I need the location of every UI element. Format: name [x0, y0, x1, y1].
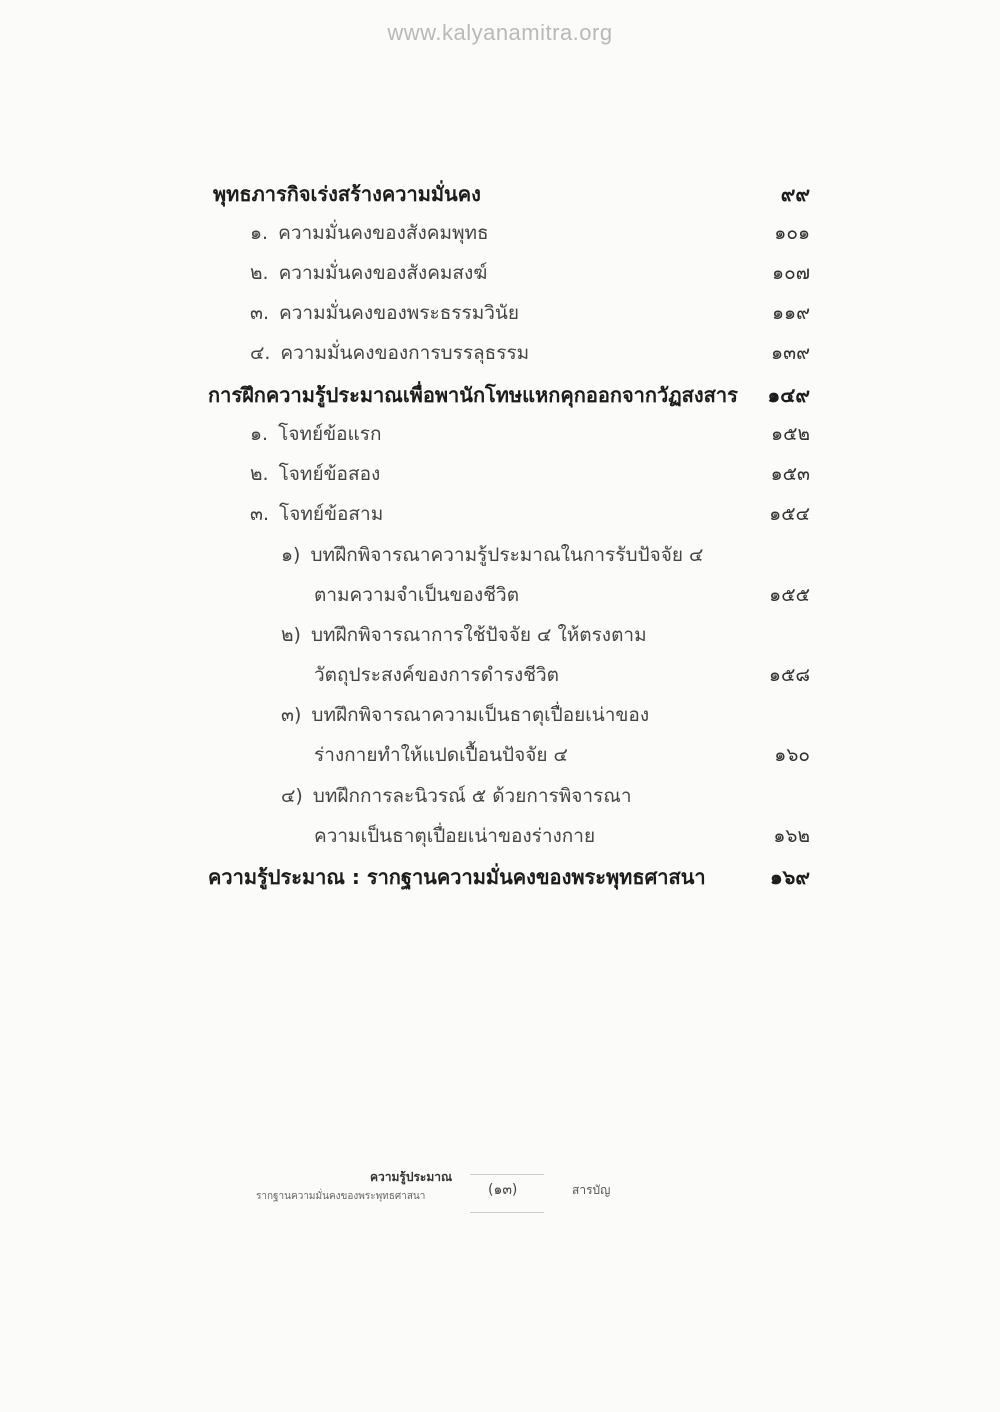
toc-heading [208, 379, 810, 411]
toc-entry-text: ความมั่นคงของการบรรลุธรรม [280, 342, 530, 364]
toc-entry [314, 580, 810, 610]
toc-page-number: ๑๖๒ [773, 825, 810, 847]
toc-entry-text: ความรู้ประมาณ : รากฐานความมั่นคงของพระพุทธศาสนา [208, 865, 706, 889]
toc-page-number: ๙๙ [780, 182, 810, 206]
toc-entry [281, 540, 810, 570]
toc-entry [250, 218, 810, 248]
footer-book-subtitle: รากฐานความมั่นคงของพระพุทธศาสนา [256, 1191, 426, 1202]
toc-page-number: ๑๖๐ [774, 744, 810, 766]
toc-page-number: ๑๕๒ [771, 423, 810, 445]
toc-page-number: ๑๕๕ [769, 584, 810, 606]
toc-entry-title [250, 258, 487, 288]
toc-entry [250, 338, 810, 368]
toc-page-number: ๑๕๔ [769, 503, 810, 525]
toc-entry-text: บทฝึกการละนิวรณ์ ๕ ด้วยการพิจารณา [312, 785, 632, 807]
footer-ornament-top [470, 1174, 544, 1175]
toc-entry-text: โจทย์ข้อแรก [278, 423, 382, 445]
toc-page-number: ๑๓๙ [771, 342, 810, 364]
toc-entry-text: ความมั่นคงของพระธรรมวินัย [279, 302, 520, 324]
toc-entry-title [250, 298, 519, 328]
toc-entry [250, 298, 810, 328]
toc-entry-title [250, 218, 489, 248]
toc-entry-text: ความเป็นธาตุเปื่อยเน่าของร่างกาย [314, 825, 596, 847]
toc-entry [281, 620, 810, 650]
toc-entry [314, 740, 810, 770]
toc-entry-title [281, 781, 632, 811]
toc-entry-number: ๔) [281, 785, 303, 807]
toc-entry-title [208, 379, 738, 411]
toc-entry-number: ๑. [250, 423, 269, 445]
toc-entry-title [250, 499, 383, 529]
footer-page-number: (๑๓) [488, 1182, 518, 1198]
toc-entry-text: พุทธภารกิจเร่งสร้างความมั่นคง [213, 182, 481, 206]
toc-entry-number: ๑. [250, 222, 269, 244]
toc-entry-text: บทฝึกพิจารณาความเป็นธาตุเปื่อยเน่าของ [311, 704, 650, 726]
toc-entry-number: ๓. [250, 503, 270, 525]
page-footer [240, 1168, 660, 1228]
toc-entry-text: บทฝึกพิจารณาความรู้ประมาณในการรับปัจจัย ๔ [310, 544, 704, 566]
footer-section-name: สารบัญ [572, 1183, 611, 1197]
toc-entry-title [281, 540, 703, 570]
toc-entry-title [314, 660, 559, 690]
toc-page-number: ๑๖๙ [769, 865, 810, 889]
toc-entry-title [213, 178, 481, 210]
toc-entry [281, 781, 810, 811]
toc-page-number: ๑๕๓ [770, 463, 810, 485]
toc-entry-text: ความมั่นคงของสังคมสงฆ์ [278, 262, 488, 284]
toc-entry-title [281, 700, 649, 730]
toc-entry-number: ๔. [250, 342, 271, 364]
toc-entry [250, 459, 810, 489]
toc-entry [250, 258, 810, 288]
toc-entry-title [314, 821, 595, 851]
toc-entry-number: ๒) [281, 624, 301, 646]
toc-heading [208, 861, 810, 893]
toc-page-number: ๑๐๗ [772, 262, 810, 284]
toc-entry-text: วัตถุประสงค์ของการดำรงชีวิต [314, 664, 560, 686]
toc-page-number: ๑๐๑ [774, 222, 810, 244]
toc-entry-number: ๒. [250, 463, 269, 485]
toc-entry-text: โจทย์ข้อสาม [279, 503, 384, 525]
toc-heading [213, 178, 810, 210]
toc-entry-number: ๓) [281, 704, 302, 726]
toc-entry-number: ๑) [281, 544, 301, 566]
toc-entry-title [314, 580, 519, 610]
toc-page-number: ๑๕๘ [768, 664, 810, 686]
toc-entry-number: ๒. [250, 262, 269, 284]
toc-entry [250, 419, 810, 449]
toc-entry-title [208, 861, 706, 893]
footer-book-title: ความรู้ประมาณ [370, 1170, 453, 1184]
toc-entry-text: โจทย์ข้อสอง [278, 463, 381, 485]
toc-entry [314, 660, 810, 690]
toc-entry-title [250, 459, 380, 489]
toc-entry-title [314, 740, 568, 770]
toc-entry-text: บทฝึกพิจารณาการใช้ปัจจัย ๔ ให้ตรงตาม [310, 624, 647, 646]
toc-entry-title [250, 419, 381, 449]
toc-page-number: ๑๔๙ [767, 383, 810, 407]
watermark-url: www.kalyanamitra.org [387, 20, 613, 45]
toc-entry-text: การฝึกความรู้ประมาณเพื่อพานักโทษแหกคุกออกจากวัฏสงสาร [208, 383, 738, 407]
toc-entry-text: ความมั่นคงของสังคมพุทธ [278, 222, 489, 244]
toc-entry [250, 499, 810, 529]
toc-entry-number: ๓. [250, 302, 270, 324]
toc-entry-title [281, 620, 647, 650]
toc-entry-title [250, 338, 529, 368]
toc-entry-text: ร่างกายทำให้แปดเปื้อนปัจจัย ๔ [314, 744, 568, 766]
toc-entry-text: ตามความจำเป็นของชีวิต [314, 584, 520, 606]
toc-page-number: ๑๑๙ [771, 302, 810, 324]
toc-entry [314, 821, 810, 851]
toc-entry [281, 700, 810, 730]
footer-ornament-bottom [470, 1212, 544, 1213]
